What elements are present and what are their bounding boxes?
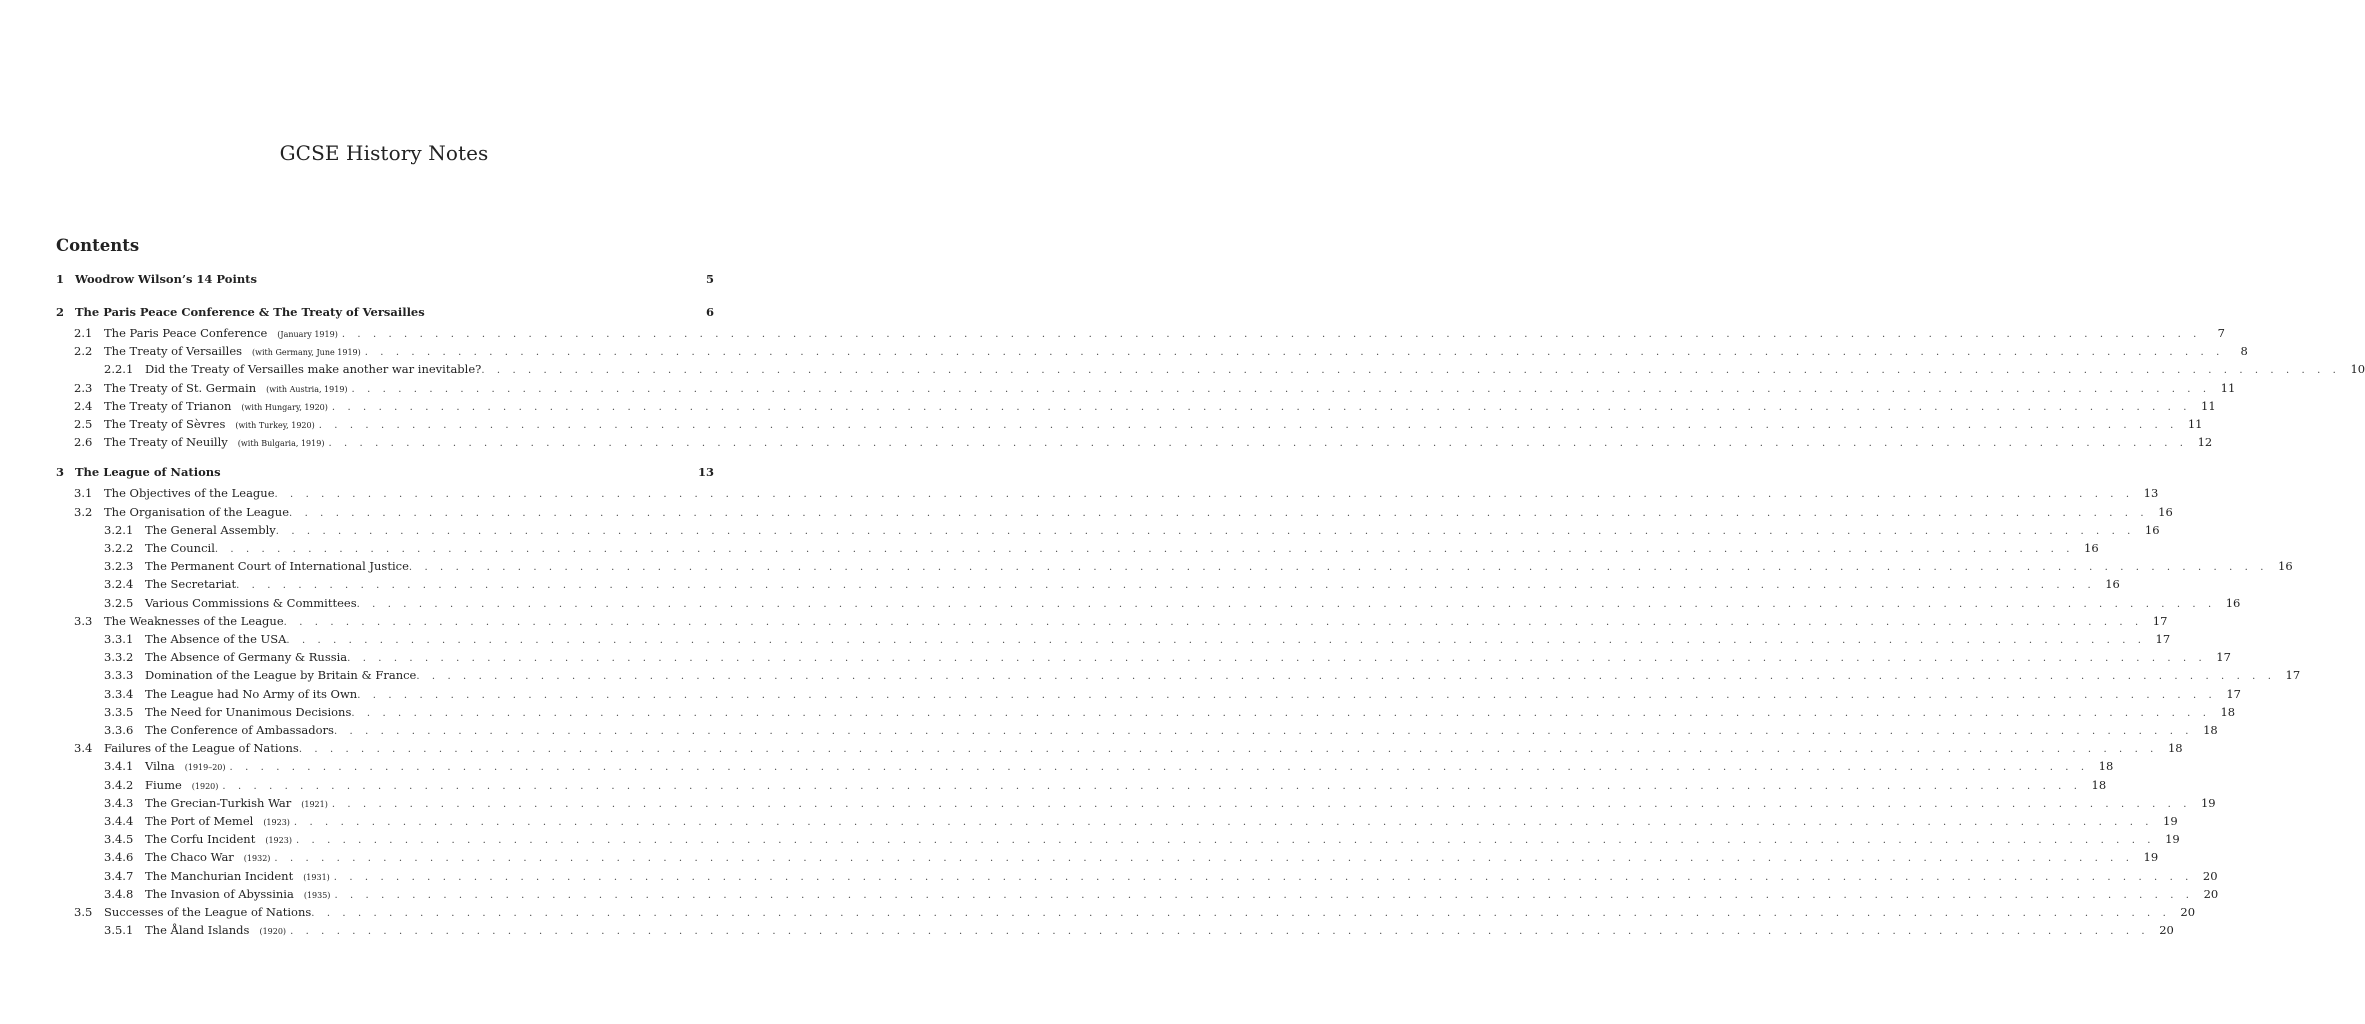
toc-entry-row bbox=[56, 484, 2159, 502]
toc-title: Vilna bbox=[145, 759, 175, 774]
toc-number: 3.3 bbox=[74, 613, 93, 628]
toc-entry-row bbox=[56, 885, 2219, 903]
toc-entry-row bbox=[56, 685, 2241, 703]
toc-subtitle: (January 1919) bbox=[277, 330, 338, 339]
toc-title: The Chaco War bbox=[145, 850, 234, 865]
toc-leader-dots: . . . . . . . . . . . . . . . . . . . . . . . . . . . . . . . . . . . . . . . . . . . . . . . . . . . . . . . . . . . . . . . . . . . . . . . . . . . . . . . . . . . . . . . . . . . . . . . . . . . . . . . . . . . . . . . . . . . . . . . . bbox=[416, 671, 2276, 683]
toc-entry-row bbox=[56, 539, 2099, 557]
toc-entry-body bbox=[145, 557, 2293, 577]
toc-number: 3.2.2 bbox=[104, 541, 134, 555]
toc-number: 2.2.1 bbox=[104, 362, 134, 377]
toc-title: The General Assembly bbox=[145, 522, 276, 537]
toc-title: The Treaty of Sèvres bbox=[104, 417, 226, 431]
toc-leader-dots: . . . . . . . . . . . . . . . . . . . . . . . . . . . . . . . . . . . . . . . . . . . . . . . . . . . . . . . . . . . . . . . . . . . . . . . . . . . . . . . . . . . . . . . . . . . . . . . . . . . . . . . . . . . . . . . . . . . . . . . . bbox=[347, 653, 2207, 665]
toc-number: 2.5 bbox=[74, 417, 93, 431]
toc-entry-row bbox=[56, 630, 2171, 648]
toc-entry-body bbox=[104, 739, 2183, 759]
toc-subtitle: (1935) bbox=[303, 890, 331, 900]
toc-entry-body bbox=[104, 484, 2159, 504]
toc-entry-row bbox=[56, 342, 2248, 360]
toc-entry-body bbox=[75, 463, 714, 481]
toc-page-number: 18 bbox=[2098, 759, 2114, 774]
toc-page-number: 19 bbox=[2200, 795, 2216, 810]
toc-page-number: 10 bbox=[2350, 362, 2365, 377]
toc-number: 2.3 bbox=[74, 380, 93, 395]
toc-title: Failures of the League of Nations bbox=[104, 741, 299, 756]
toc-entry-row bbox=[56, 721, 2218, 739]
toc-entry-row bbox=[56, 867, 2218, 885]
toc-entry-body bbox=[145, 757, 2114, 777]
toc-title: The Absence of Germany & Russia bbox=[145, 650, 348, 665]
toc-page-number: 20 bbox=[2180, 905, 2196, 919]
toc-number: 3 bbox=[56, 465, 65, 480]
toc-leader-dots: . . . . . . . . . . . . . . . . . . . . . . . . . . . . . . . . . . . . . . . . . . . . . . . . . . . . . . . . . . . . . . . . . . . . . . . . . . . . . . . . . . . . . . . . . . . . . . . . . . . . . . . . . . . . . . . . . . . . . . . . bbox=[333, 871, 2193, 883]
toc-entry-body bbox=[104, 433, 2213, 453]
toc-entry-row bbox=[56, 794, 2216, 812]
toc-chapter-row bbox=[56, 270, 714, 288]
toc-page-number: 17 bbox=[2226, 686, 2241, 701]
toc-title: Woodrow Wilson’s 14 Points bbox=[75, 272, 257, 286]
toc-leader-dots: . . . . . . . . . . . . . . . . . . . . . . . . . . . . . . . . . . . . . . . . . . . . . . . . . . . . . . . . . . . . . . . . . . . . . . . . . . . . . . . . . . . . . . . . . . . . . . . . . . . . . . . . . . . . . . . . . . . . . . . . bbox=[331, 798, 2191, 810]
toc-entry-body bbox=[145, 360, 2365, 380]
toc-leader-dots: . . . . . . . . . . . . . . . . . . . . . . . . . . . . . . . . . . . . . . . . . . . . . . . . . . . . . . . . . . . . . . . . . . . . . . . . . . . . . . . . . . . . . . . . . . . . . . . . . . . . . . . . . . . . . . . . . . . . . . . . bbox=[364, 347, 2224, 359]
toc-title: The Treaty of St. Germain bbox=[104, 380, 257, 395]
toc-title: The Organisation of the League bbox=[104, 504, 290, 519]
toc-title: The Paris Peace Conference bbox=[104, 326, 268, 340]
toc-subtitle: (1932) bbox=[243, 854, 271, 864]
toc-leader-dots: . . . . . . . . . . . . . . . . . . . . . . . . . . . . . . . . . . . . . . . . . . . . . . . . . . . . . . . . . . . . . . . . . . . . . . . . . . . . . . . . . . . . . . . . . . . . . . . . . . . . . . . . . . . . . . . . . . . . . . . . bbox=[481, 365, 2341, 377]
toc-number: 3.4.2 bbox=[104, 777, 134, 792]
toc-number: 3.4.3 bbox=[104, 795, 134, 810]
toc-number: 1 bbox=[56, 272, 65, 286]
toc-entry-body bbox=[145, 703, 2236, 723]
toc-title: The League had No Army of its Own bbox=[145, 686, 358, 701]
toc-page-number: 12 bbox=[2197, 435, 2213, 450]
toc-number: 3.5.1 bbox=[104, 923, 134, 938]
toc-entry-body bbox=[104, 503, 2173, 523]
toc-title: The Treaty of Versailles bbox=[104, 344, 243, 359]
toc-entry-row bbox=[56, 921, 2174, 939]
toc-entry-row bbox=[56, 503, 2173, 521]
toc-entry-row bbox=[56, 360, 2365, 378]
toc-entry-row bbox=[56, 776, 2107, 794]
toc-page-number: 17 bbox=[2155, 632, 2171, 646]
toc-title: Did the Treaty of Versailles make another war inevitable? bbox=[145, 362, 482, 377]
toc-leader-dots: . . . . . . . . . . . . . . . . . . . . . . . . . . . . . . . . . . . . . . . . . . . . . . . . . . . . . . . . . . . . . . . . . . . . . . . . . . . . . . . . . . . . . . . . . . . . . . . . . . . . . . . . . . . . . . . . . . . . . . . . bbox=[293, 817, 2154, 828]
toc-number: 3.3.4 bbox=[104, 686, 134, 701]
toc-leader-dots: . . . . . . . . . . . . . . . . . . . . . . . . . . . . . . . . . . . . . . . . . . . . . . . . . . . . . . . . . . . . . . . . . . . . . . . . . . . . . . . . . . . . . . . . . . . . . . . . . . . . . . . . . . . . . . . . . . . . . . . . bbox=[298, 744, 2158, 756]
toc-entry-body bbox=[145, 666, 2301, 686]
toc-entry-body bbox=[104, 324, 2225, 344]
toc-chapter-row bbox=[56, 303, 714, 321]
toc-leader-dots: . . . . . . . . . . . . . . . . . . . . . . . . . . . . . . . . . . . . . . . . . . . . . . . . . . . . . . . . . . . . . . . . . . . . . . . . . . . . . . . . . . . . . . . . . . . . . . . . . . . . . . . . . . . . . . . . . . . . . . . . bbox=[356, 598, 2216, 610]
toc-entry-body bbox=[145, 885, 2219, 905]
toc-page-number: 16 bbox=[2225, 595, 2241, 610]
toc-leader-dots: . . . . . . . . . . . . . . . . . . . . . . . . . . . . . . . . . . . . . . . . . . . . . . . . . . . . . . . . . . . . . . . . . . . . . . . . . . . . . . . . . . . . . . . . . . . . . . . . . . . . . . . . . . . . . . . . . . . . . . . . bbox=[408, 562, 2269, 574]
toc-entry-body bbox=[104, 379, 2236, 399]
toc-subtitle: (with Hungary, 1920) bbox=[241, 402, 328, 412]
toc-number: 3.2 bbox=[74, 504, 93, 519]
toc-subtitle: (with Germany, June 1919) bbox=[252, 348, 361, 358]
toc-title: The Objectives of the League bbox=[104, 486, 275, 501]
toc-title: The Permanent Court of International Justice bbox=[145, 559, 409, 574]
toc-number: 2.6 bbox=[74, 435, 93, 450]
toc-title: The Council bbox=[145, 541, 215, 555]
toc-subtitle: (1921) bbox=[301, 799, 328, 809]
toc-number: 2.1 bbox=[74, 326, 93, 340]
toc-title: The Need for Unanimous Decisions bbox=[145, 704, 352, 719]
toc-entry-row bbox=[56, 612, 2168, 630]
toc-leader-dots: . . . . . . . . . . . . . . . . . . . . . . . . . . . . . . . . . . . . . . . . . . . . . . . . . . . . . . . . . . . . . . . . . . . . . . . . . . . . . . . . . . . . . . . . . . . . . . . . . . . . . . . . . . . . . . . . . . . . . . . . bbox=[351, 383, 2211, 395]
toc-number: 3.3.3 bbox=[104, 668, 134, 683]
toc-page-number: 8 bbox=[2240, 344, 2248, 359]
toc-title: Successes of the League of Nations bbox=[104, 905, 312, 919]
toc-entry-row bbox=[56, 812, 2178, 830]
toc-title: The League of Nations bbox=[75, 465, 221, 480]
toc-entry-body bbox=[145, 921, 2174, 941]
toc-title: The Invasion of Abyssinia bbox=[145, 886, 294, 901]
toc-page-number: 6 bbox=[705, 305, 714, 319]
toc-subtitle: (with Bulgaria, 1919) bbox=[237, 439, 325, 449]
toc-leader-dots: . . . . . . . . . . . . . . . . . . . . . . . . . . . . . . . . . . . . . . . . . . . . . . . . . . . . . . . . . . . . . . . . . . . . . . . . . . . . . . . . . . . . . . . . . . . . . . . . . . . . . . . . . . . . . . . . . . . . . . . . bbox=[331, 401, 2192, 413]
toc-leader-dots: . . . . . . . . . . . . . . . . . . . . . . . . . . . . . . . . . . . . . . . . . . . . . . . . . . . . . . . . . . . . . . . . . . . . . . . . . . . . . . . . . . . . . . . . . . . . . . . . . . . . . . . . . . . . . . . . . . . . . . . . bbox=[351, 707, 2211, 719]
toc-entry-body bbox=[145, 721, 2218, 741]
toc-number: 3.5 bbox=[74, 905, 93, 919]
toc-page-number: 16 bbox=[2084, 541, 2099, 555]
toc-leader-dots: . . . . . . . . . . . . . . . . . . . . . . . . . . . . . . . . . . . . . . . . . . . . . . . . . . . . . . . . . . . . . . . . . . . . . . . . . . . . . . . . . . . . . . . . . . . . . . . . . . . . . . . . . . . . . . . . . . . . . . . . bbox=[283, 616, 2143, 628]
toc-page-number: 18 bbox=[2220, 704, 2236, 719]
toc-page-number: 18 bbox=[2203, 723, 2218, 737]
toc-number: 3.4.4 bbox=[104, 814, 134, 828]
toc-entry-body bbox=[75, 303, 714, 321]
toc-page-number: 18 bbox=[2167, 741, 2183, 756]
toc-page-number: 11 bbox=[2220, 380, 2236, 395]
toc-page-number: 20 bbox=[2203, 886, 2219, 901]
toc-subtitle: (1931) bbox=[303, 872, 330, 882]
toc-number: 2.4 bbox=[74, 398, 93, 413]
toc-entry-body bbox=[145, 794, 2216, 814]
toc-entry-body bbox=[104, 903, 2196, 923]
toc-entry-row bbox=[56, 903, 2196, 921]
toc-number: 3.4.5 bbox=[104, 832, 134, 847]
toc-number: 3.4 bbox=[74, 741, 93, 756]
toc-entry-row bbox=[56, 848, 2159, 866]
toc-entry-body bbox=[145, 776, 2107, 796]
toc-leader-dots: . . . . . . . . . . . . . . . . . . . . . . . . . . . . . . . . . . . . . . . . . . . . . . . . . . . . . . . . . . . . . . . . . . . . . . . . . . . . . . . . . . . . . . . . . . . . . . . . . . . . . . . . . . . . . . . . . . . . . . . . bbox=[236, 580, 2096, 592]
toc-page-number: 11 bbox=[2201, 398, 2216, 413]
toc-page-number: 16 bbox=[2144, 522, 2160, 537]
toc-page-number: 17 bbox=[2285, 668, 2301, 683]
toc-entry-row bbox=[56, 830, 2180, 848]
toc-number: 3.3.6 bbox=[104, 723, 134, 737]
toc-leader-dots: . . . . . . . . . . . . . . . . . . . . . . . . . . . . . . . . . . . . . . . . . . . . . . . . . . . . . . . . . . . . . . . . . . . . . . . . . . . . . . . . . . . . . . . . . . . . . . . . . . . . . . . . . . . . . . . . . . . . . . . . bbox=[295, 835, 2156, 847]
toc-entry-body bbox=[145, 648, 2231, 668]
toc-entry-body bbox=[104, 342, 2248, 362]
toc-title: Domination of the League by Britain & France bbox=[145, 668, 417, 683]
toc-leader-dots: . . . . . . . . . . . . . . . . . . . . . . . . . . . . . . . . . . . . . . . . . . . . . . . . . . . . . . . . . . . . . . . . . . . . . . . . . . . . . . . . . . . . . . . . . . . . . . . . . . . . . . . . . . . . . . . . . . . . . . . . bbox=[229, 762, 2089, 774]
toc-subtitle: (with Austria, 1919) bbox=[266, 384, 348, 394]
toc-entry-row bbox=[56, 757, 2114, 775]
toc-entry-row bbox=[56, 521, 2160, 539]
toc-title: The Paris Peace Conference & The Treaty of Versailles bbox=[75, 305, 425, 319]
toc-leader-dots: . . . . . . . . . . . . . . . . . . . . . . . . . . . . . . . . . . . . . . . . . . . . . . . . . . . . . . . . . . . . . . . . . . . . . . . . . . . . . . . . . . . . . . . . . . . . . . . . . . . . . . . . . . . . . . . . . . . . . . . . bbox=[275, 525, 2135, 537]
toc-entry-row bbox=[56, 594, 2241, 612]
toc-number: 3.3.5 bbox=[104, 704, 134, 719]
toc-number: 3.2.3 bbox=[104, 559, 134, 574]
toc-entry-body bbox=[145, 539, 2099, 559]
toc-page-number: 5 bbox=[705, 272, 714, 286]
toc-title: The Manchurian Incident bbox=[145, 868, 294, 883]
toc-title: The Grecian-Turkish War bbox=[145, 795, 292, 810]
toc-page-number: 13 bbox=[2143, 486, 2159, 501]
toc-subtitle: (1919–20) bbox=[184, 763, 226, 773]
toc-entry-row bbox=[56, 324, 2225, 342]
toc-chapter-row bbox=[56, 463, 714, 481]
toc-entry-row bbox=[56, 648, 2231, 666]
toc-title: The Secretariat bbox=[145, 577, 237, 592]
toc-leader-dots: . . . . . . . . . . . . . . . . . . . . . . . . . . . . . . . . . . . . . . . . . . . . . . . . . . . . . . . . . . . . . . . . . . . . . . . . . . . . . . . . . . . . . . . . . . . . . . . . . . . . . . . . . . . . . . . . . . . . . . . . bbox=[289, 507, 2149, 519]
toc-leader-dots: . . . . . . . . . . . . . . . . . . . . . . . . . . . . . . . . . . . . . . . . . . . . . . . . . . . . . . . . . . . . . . . . . . . . . . . . . . . . . . . . . . . . . . . . . . . . . . . . . . . . . . . . . . . . . . . . . . . . . . . . bbox=[334, 889, 2194, 901]
toc-leader-dots: . . . . . . . . . . . . . . . . . . . . . . . . . . . . . . . . . . . . . . . . . . . . . . . . . . . . . . . . . . . . . . . . . . . . . . . . . . . . . . . . . . . . . . . . . . . . . . . . . . . . . . . . . . . . . . . . . . . . . . . . bbox=[274, 489, 2134, 501]
toc-entry-body bbox=[145, 830, 2180, 850]
toc-leader-dots: . . . . . . . . . . . . . . . . . . . . . . . . . . . . . . . . . . . . . . . . . . . . . . . . . . . . . . . . . . . . . . . . . . . . . . . . . . . . . . . . . . . . . . . . . . . . . . . . . . . . . . . . . . . . . . . . . . . . . . . . bbox=[311, 908, 2171, 919]
toc-page-number: 20 bbox=[2202, 868, 2218, 883]
toc-title: The Conference of Ambassadors bbox=[145, 723, 334, 737]
toc-leader-dots: . . . . . . . . . . . . . . . . . . . . . . . . . . . . . . . . . . . . . . . . . . . . . . . . . . . . . . . . . . . . . . . . . . . . . . . . . . . . . . . . . . . . . . . . . . . . . . . . . . . . . . . . . . . . . . . . . . . . . . . . bbox=[341, 329, 2201, 340]
toc-entry-body bbox=[104, 612, 2168, 632]
toc-page-number: 16 bbox=[2158, 504, 2173, 519]
toc-entry-row bbox=[56, 415, 2203, 433]
toc-title: Fiume bbox=[145, 777, 182, 792]
toc-entry-row bbox=[56, 575, 2120, 593]
toc-number: 3.1 bbox=[74, 486, 93, 501]
contents-heading: Contents bbox=[56, 236, 140, 255]
toc-leader-dots: . . . . . . . . . . . . . . . . . . . . . . . . . . . . . . . . . . . . . . . . . . . . . . . . . . . . . . . . . . . . . . . . . . . . . . . . . . . . . . . . . . . . . . . . . . . . . . . . . . . . . . . . . . . . . . . . . . . . . . . . bbox=[286, 635, 2146, 646]
toc-entry-row bbox=[56, 557, 2293, 575]
toc-title: The Corfu Incident bbox=[145, 832, 256, 847]
toc-number: 3.2.4 bbox=[104, 577, 134, 592]
toc-leader-dots: . . . . . . . . . . . . . . . . . . . . . . . . . . . . . . . . . . . . . . . . . . . . . . . . . . . . . . . . . . . . . . . . . . . . . . . . . . . . . . . . . . . . . . . . . . . . . . . . . . . . . . . . . . . . . . . . . . . . . . . . bbox=[328, 438, 2188, 450]
toc-entry-body bbox=[104, 415, 2203, 435]
toc-leader-dots: . . . . . . . . . . . . . . . . . . . . . . . . . . . . . . . . . . . . . . . . . . . . . . . . . . . . . . . . . . . . . . . . . . . . . . . . . . . . . . . . . . . . . . . . . . . . . . . . . . . . . . . . . . . . . . . . . . . . . . . . bbox=[290, 926, 2150, 938]
toc-page-number: 16 bbox=[2278, 559, 2293, 574]
toc-number: 3.3.2 bbox=[104, 650, 134, 665]
toc-page-number: 7 bbox=[2217, 326, 2225, 340]
toc-title: The Treaty of Neuilly bbox=[104, 435, 228, 450]
toc-entry-row bbox=[56, 379, 2236, 397]
toc-page-number: 19 bbox=[2165, 832, 2180, 847]
toc-page-number: 19 bbox=[2143, 850, 2159, 865]
toc-entry-body bbox=[145, 685, 2241, 705]
toc-entry-body bbox=[145, 867, 2218, 887]
toc-number: 3.4.6 bbox=[104, 850, 134, 865]
toc-entry-body bbox=[145, 594, 2241, 614]
toc-entry-row bbox=[56, 666, 2301, 684]
toc-page-number: 16 bbox=[2105, 577, 2120, 592]
toc-number: 2.2 bbox=[74, 344, 93, 359]
toc-page-number: 20 bbox=[2159, 923, 2174, 938]
toc-entry-row bbox=[56, 433, 2213, 451]
toc-leader-dots: . . . . . . . . . . . . . . . . . . . . . . . . . . . . . . . . . . . . . . . . . . . . . . . . . . . . . . . . . . . . . . . . . . . . . . . . . . . . . . . . . . . . . . . . . . . . . . . . . . . . . . . . . . . . . . . . . . . . . . . . bbox=[318, 420, 2178, 431]
toc-title: The Treaty of Trianon bbox=[104, 398, 232, 413]
document-title: GCSE History Notes bbox=[279, 141, 489, 165]
toc-subtitle: (1923) bbox=[265, 836, 292, 846]
toc-page-number: 18 bbox=[2091, 777, 2107, 792]
toc-entry-body bbox=[75, 270, 714, 288]
toc-subtitle: (1923) bbox=[263, 818, 290, 827]
toc-entry-body bbox=[104, 397, 2216, 417]
toc-number: 3.3.1 bbox=[104, 632, 134, 646]
toc-leader-dots: . . . . . . . . . . . . . . . . . . . . . . . . . . . . . . . . . . . . . . . . . . . . . . . . . . . . . . . . . . . . . . . . . . . . . . . . . . . . . . . . . . . . . . . . . . . . . . . . . . . . . . . . . . . . . . . . . . . . . . . . bbox=[222, 780, 2082, 792]
toc-number: 3.2.5 bbox=[104, 595, 134, 610]
toc-number: 2 bbox=[56, 305, 65, 319]
toc-leader-dots: . . . . . . . . . . . . . . . . . . . . . . . . . . . . . . . . . . . . . . . . . . . . . . . . . . . . . . . . . . . . . . . . . . . . . . . . . . . . . . . . . . . . . . . . . . . . . . . . . . . . . . . . . . . . . . . . . . . . . . . . bbox=[274, 853, 2134, 865]
toc-number: 3.4.1 bbox=[104, 759, 134, 774]
toc-entry-row bbox=[56, 739, 2183, 757]
toc-entry-row bbox=[56, 703, 2236, 721]
toc-title: The Port of Memel bbox=[145, 814, 254, 828]
toc-leader-dots: . . . . . . . . . . . . . . . . . . . . . . . . . . . . . . . . . . . . . . . . . . . . . . . . . . . . . . . . . . . . . . . . . . . . . . . . . . . . . . . . . . . . . . . . . . . . . . . . . . . . . . . . . . . . . . . . . . . . . . . . bbox=[357, 689, 2217, 701]
toc-title: Various Commissions & Committees bbox=[145, 595, 357, 610]
toc-entry-body bbox=[145, 812, 2178, 832]
toc-entry-body bbox=[145, 521, 2160, 541]
toc-entry-body bbox=[145, 630, 2171, 650]
toc-subtitle: (1920) bbox=[191, 781, 219, 791]
toc-leader-dots: . . . . . . . . . . . . . . . . . . . . . . . . . . . . . . . . . . . . . . . . . . . . . . . . . . . . . . . . . . . . . . . . . . . . . . . . . . . . . . . . . . . . . . . . . . . . . . . . . . . . . . . . . . . . . . . . . . . . . . . . bbox=[333, 726, 2194, 737]
toc-number: 3.2.1 bbox=[104, 522, 134, 537]
toc-title: The Weaknesses of the League bbox=[104, 613, 284, 628]
toc-entry-body bbox=[145, 848, 2159, 868]
toc-subtitle: (1920) bbox=[259, 927, 287, 937]
toc-page-number: 13 bbox=[697, 465, 714, 480]
toc-page-number: 17 bbox=[2152, 613, 2168, 628]
toc-page-number: 19 bbox=[2163, 814, 2178, 828]
toc-entry-row bbox=[56, 397, 2216, 415]
toc-page-number: 11 bbox=[2187, 417, 2203, 431]
toc-title: The Absence of the USA bbox=[145, 632, 287, 646]
toc-entry-body bbox=[145, 575, 2120, 595]
toc-page-number: 17 bbox=[2216, 650, 2231, 665]
toc-subtitle: (with Turkey, 1920) bbox=[235, 421, 315, 430]
toc-number: 3.4.7 bbox=[104, 868, 134, 883]
toc-leader-dots: . . . . . . . . . . . . . . . . . . . . . . . . . . . . . . . . . . . . . . . . . . . . . . . . . . . . . . . . . . . . . . . . . . . . . . . . . . . . . . . . . . . . . . . . . . . . . . . . . . . . . . . . . . . . . . . . . . . . . . . . bbox=[214, 544, 2074, 555]
toc-number: 3.4.8 bbox=[104, 886, 134, 901]
toc-title: The Åland Islands bbox=[145, 923, 250, 938]
